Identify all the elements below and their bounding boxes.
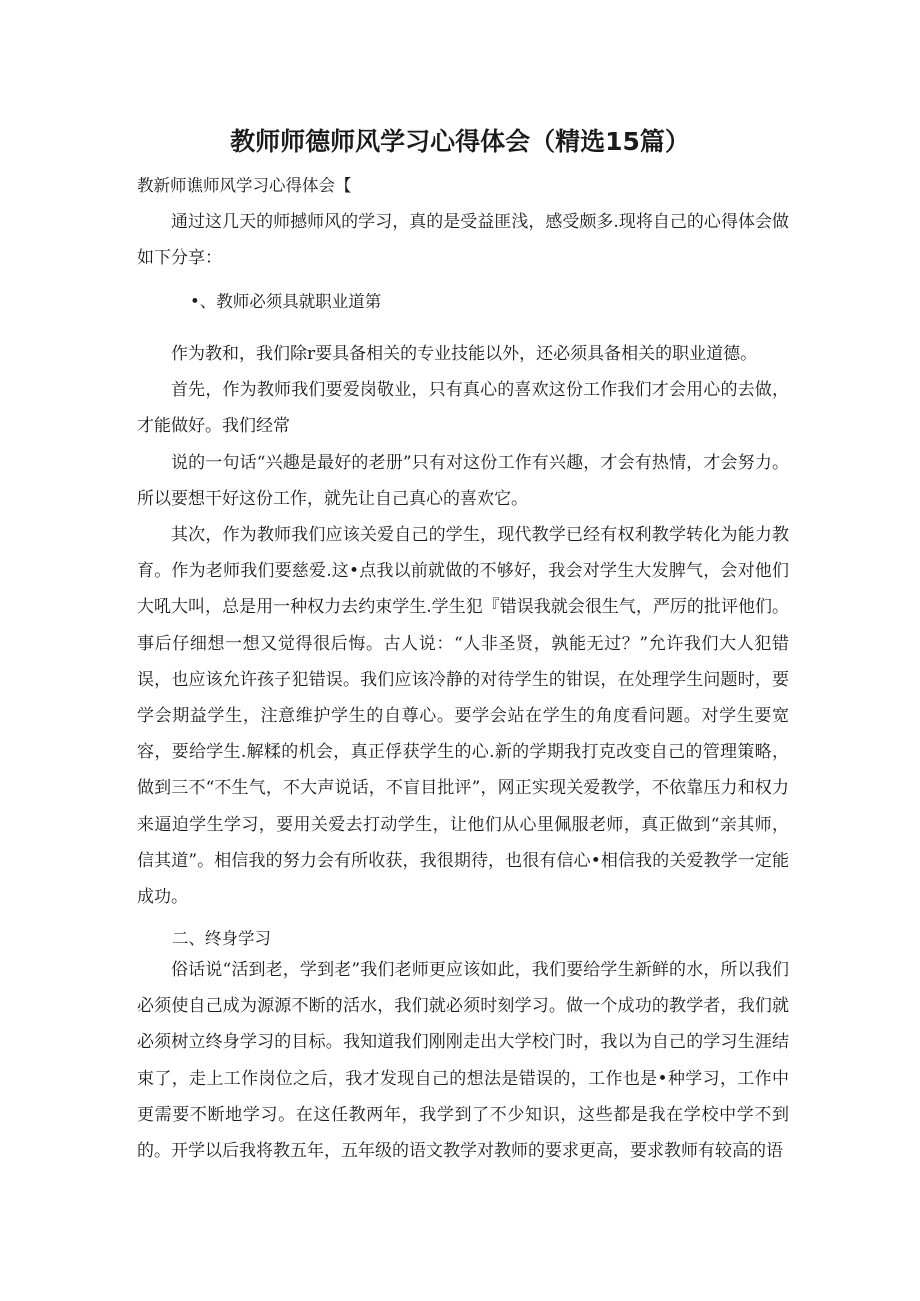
section-2-heading: 二、终身学习 [172,929,271,948]
document-title: 教师师德师风学习心得体会（精选15篇） [230,127,690,156]
section-1-paragraph: 其次，作为教师我们应该关爱自己的学生，现代教学已经有权利教学转化为能力教育。作为老师我们要慈爱.这•点我以前就做的不够好，我会对学生大发脾气，会对他们大吼大叫，总是用一种权力去约束学生.学生犯『错误我就会很生气，严厉的批评他们。事后仔细想一想又觉得很后悔。古人说：“人非圣贤，孰能无过？”允许我们大人犯错误，也应该允许孩子犯错误。我们应该冷静的对待学生的钳误，在处理学生问题时，要学会期益学生，注意维护学生的自尊心。要学会站在学生的角度看问题。对学生要宽容，要给学生.解糅的机会，真正俘获学生的心.新的学期我打克改变自己的管理策略，做到三不“不生气，不大声说话，不盲目批评”，网正实现关爱教学，不依靠压力和权力来逼迫学生学习，要用关爱去打动学生，让他们从心里佩服老师，真正做到“亲其师，信其道”。相信我的努力会有所收获，我很期待，也很有信心•相信我的关爱教学一定能成功。 [137,525,789,908]
section-1-paragraph: 说的一句话“兴趣是最好的老册”只有对这份工作有兴趣，才会有热情，才会努力。所以要想干好这份工作，就先让自己真心的喜欢它。 [137,452,789,509]
section-1-heading: •、教师必须具就职业道第 [190,292,382,311]
intro-block [137,204,789,276]
section-1-paragraph: 作为教和，我们除r要具备相关的专业技能以外，还必须具备相关的职业道德。 [171,344,758,364]
section-1-paragraph: 首先，作为教师我们要爱岗敬业，只有真心的喜欢这份工作我们才会用心的去做，才能做好。我们经常 [137,380,789,437]
intro-paragraph: 通过这几天的师撼师风的学习，真的是受益匪浅，感受颇多.现将自己的心得体会做如下分享： [137,212,789,269]
section-2-paragraph: 俗话说“活到老，学到老”我们老师更应该如此，我们要给学生新鲜的水，所以我们必须使自己成为源源不断的活水，我们就必须时刻学习。做一个成功的教学者，我们就必须树立终身学习的目标。我知道我们刚刚走出大学校门时，我以为自己的学习生涯结束了，走上工作岗位之后，我才发现自己的想法是错误的，工作也是•种学习，工作中更需要不断地学习。在这任教两年，我学到了不少知识，这些都是我在学校中学不到的。开学以后我将教五年，五年级的语文教学对教师的要求更高，要求教师有较高的语 [137,960,789,1162]
section-2-body [137,952,789,1169]
document-subtitle: 教新师谯师风学习心得体会【 [137,176,352,195]
section-1-body [137,336,789,915]
